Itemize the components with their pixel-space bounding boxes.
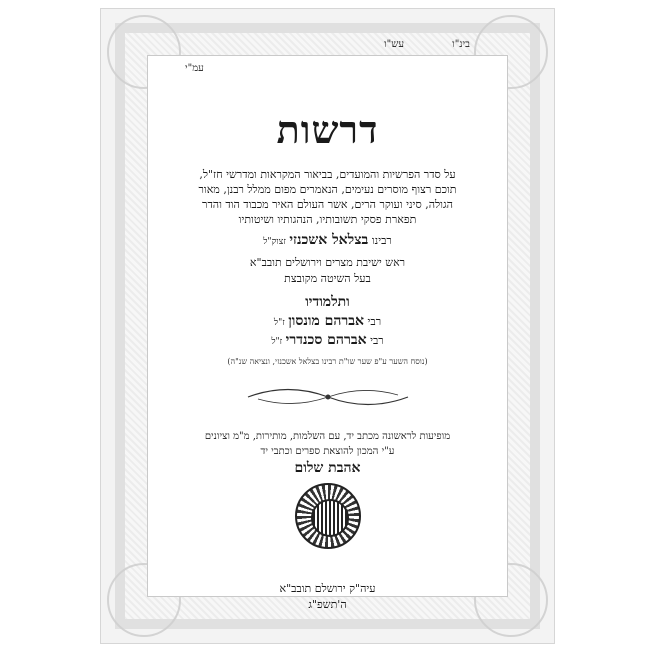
publish-line-2: ע"י המכון להוצאת ספרים וכתבי יד bbox=[260, 446, 395, 457]
students-label: ותלמודיו bbox=[305, 294, 350, 310]
author-title-2: בעל השיטה מקובצת bbox=[284, 272, 371, 285]
source-note: (נוסח השער ע"פ שער שו"ת רבינו בצלאל אשכנזי, ונציאה שנ"ה) bbox=[227, 357, 428, 366]
intro-line-2: תוכם רצוף מוסרים נעימים, הנאמרים מפום ממלל רבנן, מאור bbox=[198, 183, 457, 196]
book-title: דרשות bbox=[276, 107, 379, 152]
publisher-seal bbox=[295, 483, 361, 549]
student-2 bbox=[101, 332, 554, 349]
intro-line-1: על סדר הפרשיות והמועדים, בביאור המקראות ומדרשי חז"ל, bbox=[199, 168, 456, 181]
title-page bbox=[100, 8, 555, 644]
student-2-suffix: ז"ל bbox=[271, 337, 283, 347]
publish-line-1: מופיעות לראשונה מכתב יד, עם השלמות, מותירות, מ"מ וציונים bbox=[204, 431, 451, 442]
publisher-name: אהבת שלום bbox=[294, 460, 361, 476]
intro-line-3: הגולה, סיני ועוקר הרים, אשר העולם האיר מכבוד הוד והדר bbox=[202, 198, 453, 211]
student-1 bbox=[101, 313, 554, 330]
student-1-name: אברהם מונסון bbox=[288, 313, 365, 329]
flourish-ornament bbox=[238, 377, 418, 417]
publication-year: ה'תשפ"ג bbox=[308, 598, 347, 611]
author-name: בצלאל אשכנזי bbox=[289, 232, 369, 248]
publication-place: עיה"ק ירושלם תובב"א bbox=[279, 582, 376, 595]
author-title-1: ראש ישיבת מצרים וירושלים תובב"א bbox=[249, 256, 406, 269]
author-line bbox=[101, 232, 554, 249]
student-2-name: אברהם סכנדרי bbox=[285, 332, 367, 348]
student-2-prefix: רבי bbox=[370, 334, 384, 347]
author-prefix: רבינו bbox=[371, 234, 392, 247]
student-1-prefix: רבי bbox=[367, 315, 382, 328]
student-1-suffix: ז"ל bbox=[273, 318, 285, 328]
header-mark-right: בינ"ו bbox=[452, 39, 470, 50]
intro-line-4: תפארת פסקי תשובותיו, הנהגותיו ושיטותיו bbox=[238, 213, 417, 226]
header-mark-left: עמ"י bbox=[185, 63, 204, 74]
header-mark-center: עש"ו bbox=[384, 39, 404, 50]
author-suffix: זצוק"ל bbox=[263, 237, 286, 247]
